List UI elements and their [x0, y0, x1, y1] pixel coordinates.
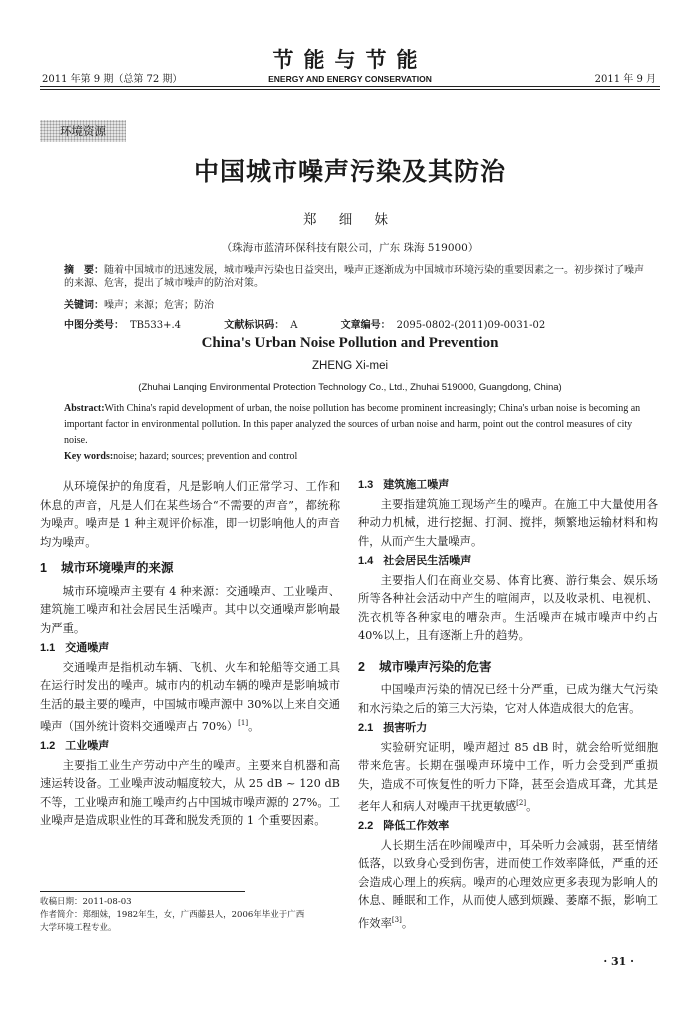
doc-code-label: 文献标识码： — [224, 320, 285, 331]
header-issue: 2011 年第 9 期（总第 72 期） — [42, 74, 183, 85]
received-date: 收稿日期：2011-08-03 — [40, 897, 132, 907]
paragraph — [40, 659, 340, 737]
subsection-number: 1.1 — [40, 642, 56, 654]
citation-ref: [3] — [391, 915, 402, 924]
english-abstract — [64, 401, 644, 449]
english-title: China's Urban Noise Pollution and Prevention — [201, 335, 499, 351]
paragraph — [358, 837, 658, 933]
subsection-number: 1.3 — [358, 479, 374, 491]
paragraph-text: 交通噪声是指机动车辆、飞机、火车和轮船等交通工具在运行时发出的噪声。城市内的机动车辆的噪声是影响城市生活的最主要的噪声，中国城市噪声源中 30%以上来自交通噪声（国外统计资料交通噪声占 70%） — [40, 660, 340, 733]
paragraph-text: 人长期生活在吵闹噪声中，耳朵听力会减弱，甚至情绪低落，以致身心受到伤害，进而使工作效率降低，严重的还会造成心理上的疾病。噪声的心理效应更多表现为影响人的休息、睡眠和工作，从而使人感到烦躁、萎靡不振，影响工作效率 — [358, 838, 658, 930]
english-keywords-text: noise; hazard; sources; prevention and control — [113, 451, 298, 462]
subsection-heading — [40, 737, 340, 756]
section-heading — [358, 658, 658, 677]
english-abstract-label: Abstract: — [64, 403, 105, 414]
affiliation: （珠海市蓝清环保科技有限公司，广东 珠海 519000） — [221, 242, 479, 254]
subsection-title: 建筑施工噪声 — [383, 479, 450, 491]
article-title: 中国城市噪声污染及其防治 — [193, 157, 506, 186]
subsection-number: 1.4 — [358, 555, 374, 567]
abstract-cn — [64, 264, 644, 290]
paragraph-end: 。 — [401, 916, 414, 930]
abstract-text: 随着中国城市的迅速发展，城市噪声污染也日益突出，噪声正逐渐成为中国城市环境污染的重要因素之一。初步探讨了噪声的来源、危害，提出了城市噪声的防治对策。 — [64, 265, 644, 289]
paragraph: 主要指人们在商业交易、体育比赛、游行集会、娱乐场所等各种社会活动中产生的喧闹声，以及收录机、电视机、洗衣机等各种家电的嘈杂声。生活噪声在城市噪声中约占 40%以上，且有逐渐上升的趋势。 — [358, 573, 658, 642]
english-affiliation: (Zhuhai Lanqing Environmental Protection Technology Co., Ltd., Zhuhai 519000, Guangdong, China) — [138, 382, 562, 393]
subsection-heading — [358, 719, 658, 738]
paragraph — [358, 739, 658, 817]
subsection-number: 2.2 — [358, 820, 374, 833]
section-number: 1 — [40, 561, 47, 575]
section-heading — [40, 559, 340, 578]
subsection-title: 社会居民生活噪声 — [383, 555, 472, 567]
subsection-title: 工业噪声 — [65, 740, 110, 753]
section-title: 城市噪声污染的危害 — [378, 659, 492, 674]
subsection-number: 1.2 — [40, 740, 56, 753]
intro-paragraph: 从环境保护的角度看，凡是影响人们正常学习、工作和休息的声音，凡是人们在某些场合“不需要的声音”，都统称为噪声。噪声是 1 种主观评价标准，即一切影响他人的声音均为噪声。 — [40, 480, 340, 549]
classification-line — [64, 316, 551, 331]
subsection-heading — [358, 552, 658, 571]
paragraph: 主要指工业生产劳动中产生的噪声。主要来自机器和高速运转设备。工业噪声波动幅度较大，从 25 dB ~ 120 dB 不等，工业噪声和施工噪声约占中国城市噪声源的 27%。工业噪声是造成职业性的耳聋和脱发秃顶的 1 个重要因素。 — [40, 758, 340, 828]
footnote-rule — [40, 891, 245, 892]
section-title: 城市环境噪声的来源 — [60, 561, 174, 575]
column-tag: 环境资源 — [40, 120, 126, 142]
subsection-heading — [358, 476, 658, 495]
subsection-number: 2.1 — [358, 722, 374, 734]
english-abstract-text: With China's rapid development of urban, the noise pollution has become prominent increasingly; China's urban noise is becoming an important factor in environmental pollution. In this paper analyzed the sources of urban noise and harm, point out the control measures of city noise. — [64, 403, 641, 446]
author: 郑 细 妹 — [302, 212, 398, 228]
header-rule — [40, 86, 660, 87]
journal-name-en: ENERGY AND ENERGY CONSERVATION — [268, 74, 432, 84]
english-author: ZHENG Xi-mei — [311, 360, 389, 372]
paragraph: 城市环境噪声主要有 4 种来源：交通噪声、工业噪声、建筑施工噪声和社会居民生活噪声。其中以交通噪声影响最为严重。 — [40, 584, 340, 635]
english-keywords-label: Key words: — [64, 451, 114, 462]
subsection-title: 交通噪声 — [65, 642, 110, 654]
section-number: 2 — [358, 659, 365, 674]
paragraph-end: 。 — [526, 799, 538, 813]
citation-ref: [1] — [238, 719, 249, 727]
header-rule-thin — [40, 89, 660, 90]
paragraph-text: 实验研究证明，噪声超过 85 dB 时，就会给听觉细胞带来危害。长期在强噪声环境中工作，听力会受到严重损失，造成不可恢复性的听力下降，甚至会造成耳聋，尤其是老年人和病人对噪声干扰更敏感 — [358, 740, 658, 813]
keywords-text: 噪声；来源；危害；防治 — [104, 300, 214, 311]
abstract-label: 摘 要： — [64, 265, 104, 276]
subsection-title: 损害听力 — [383, 722, 428, 734]
body-column-right — [358, 475, 658, 933]
paragraph: 主要指建筑施工现场产生的噪声。在施工中大量使用各种动力机械，进行挖掘、打洞、搅拌，频繁地运输材料和构件，从而产生大量噪声。 — [358, 497, 658, 548]
citation-ref: [2] — [516, 799, 527, 807]
header-date: 2011 年 9 月 — [594, 74, 656, 85]
clc-code: TB533+.4 — [130, 320, 182, 331]
keywords-label: 关键词： — [64, 300, 104, 311]
article-id-label: 文章编号： — [340, 320, 391, 331]
body-column-left — [40, 478, 340, 831]
subsection-heading — [358, 817, 658, 836]
page-number: · 31 · — [603, 955, 634, 968]
keywords-cn — [64, 299, 644, 312]
footnote — [40, 896, 310, 935]
paragraph-end: 。 — [248, 719, 260, 733]
clc-label: 中图分类号： — [64, 320, 124, 331]
doc-code: A — [290, 320, 298, 331]
author-bio: 作者简介：郑细妹，1982年生，女，广西藤县人，2006年毕业于广西大学环境工程专业。 — [40, 910, 305, 933]
paragraph: 中国噪声污染的情况已经十分严重，已成为继大气污染和水污染之后的第三大污染，它对人体造成很大的危害。 — [358, 683, 658, 715]
subsection-title: 降低工作效率 — [383, 820, 450, 833]
journal-logo-cn: 节能与节能 — [272, 47, 428, 72]
article-id: 2095-0802-(2011)09-0031-02 — [396, 320, 546, 331]
english-keywords — [64, 451, 297, 462]
subsection-heading — [40, 639, 340, 658]
